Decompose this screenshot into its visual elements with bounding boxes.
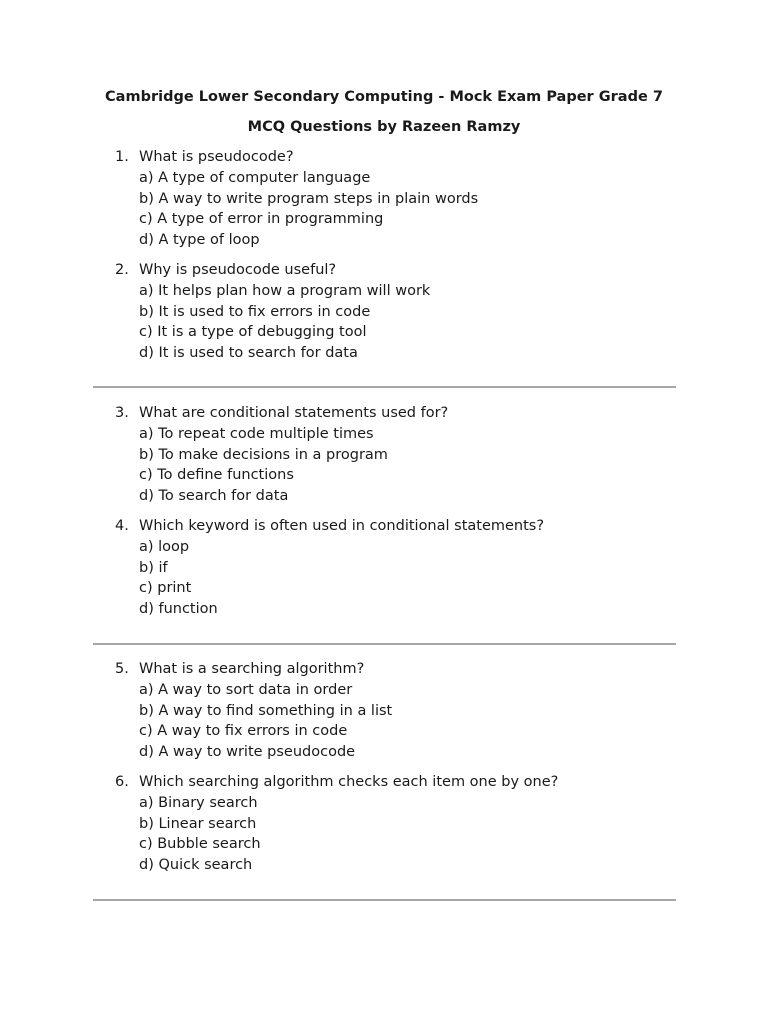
question-2 — [115, 260, 715, 364]
section-divider — [93, 643, 676, 645]
option-d: d) To search for data — [139, 488, 289, 505]
option-c: c) print — [139, 580, 192, 597]
option-d: d) function — [139, 601, 218, 618]
question-number: 6. — [115, 774, 129, 790]
option-d: d) It is used to search for data — [139, 345, 358, 362]
question-number: 1. — [115, 149, 129, 165]
question-4-stem — [115, 516, 715, 536]
question-2-options — [115, 281, 715, 364]
question-text: Which keyword is often used in conditional statements? — [139, 518, 545, 534]
question-6 — [115, 772, 715, 876]
question-3-options — [115, 424, 715, 507]
option-b: b) Linear search — [139, 815, 257, 832]
option-b: b) if — [139, 559, 168, 576]
question-text: Which searching algorithm checks each item one by one? — [139, 774, 559, 790]
question-4 — [115, 516, 715, 620]
question-number: 4. — [115, 518, 129, 534]
question-2-stem — [115, 260, 715, 280]
question-3 — [115, 403, 715, 507]
question-1-options — [115, 168, 715, 251]
option-b: b) A way to find something in a list — [139, 702, 393, 719]
option-a: a) A type of computer language — [139, 170, 371, 186]
option-a: a) It helps plan how a program will work — [139, 283, 431, 299]
option-a: a) A way to sort data in order — [139, 682, 353, 698]
question-6-options — [115, 793, 715, 876]
option-c: c) Bubble search — [139, 836, 261, 853]
question-number: 3. — [115, 405, 129, 421]
option-a: a) Binary search — [139, 795, 258, 811]
option-d: d) A way to write pseudocode — [139, 744, 356, 761]
page-title: Cambridge Lower Secondary Computing - Mock Exam Paper Grade 7 — [105, 89, 663, 105]
question-text: Why is pseudocode useful? — [139, 262, 337, 278]
option-b: b) A way to write program steps in plain words — [139, 190, 479, 207]
option-d: d) Quick search — [139, 857, 253, 874]
option-d: d) A type of loop — [139, 232, 260, 249]
question-5-options — [115, 680, 715, 763]
question-1 — [115, 147, 715, 251]
question-6-stem — [115, 772, 715, 792]
option-a: a) loop — [139, 539, 190, 555]
option-c: c) A way to fix errors in code — [139, 723, 348, 740]
question-text: What is pseudocode? — [139, 149, 294, 165]
question-text: What is a searching algorithm? — [139, 661, 365, 677]
option-c: c) A type of error in programming — [139, 211, 384, 228]
option-b: b) It is used to fix errors in code — [139, 303, 371, 320]
question-5 — [115, 659, 715, 763]
option-a: a) To repeat code multiple times — [139, 426, 374, 442]
page-subtitle: MCQ Questions by Razeen Ramzy — [247, 119, 521, 135]
question-number: 5. — [115, 661, 129, 677]
section-divider — [93, 899, 676, 901]
section-divider — [93, 386, 676, 388]
option-c: c) To define functions — [139, 467, 294, 484]
question-5-stem — [115, 659, 715, 679]
option-c: c) It is a type of debugging tool — [139, 324, 367, 341]
question-3-stem — [115, 403, 715, 423]
question-4-options — [115, 537, 715, 620]
question-text: What are conditional statements used for? — [139, 405, 449, 421]
question-1-stem — [115, 147, 715, 167]
question-number: 2. — [115, 262, 129, 278]
option-b: b) To make decisions in a program — [139, 446, 388, 463]
